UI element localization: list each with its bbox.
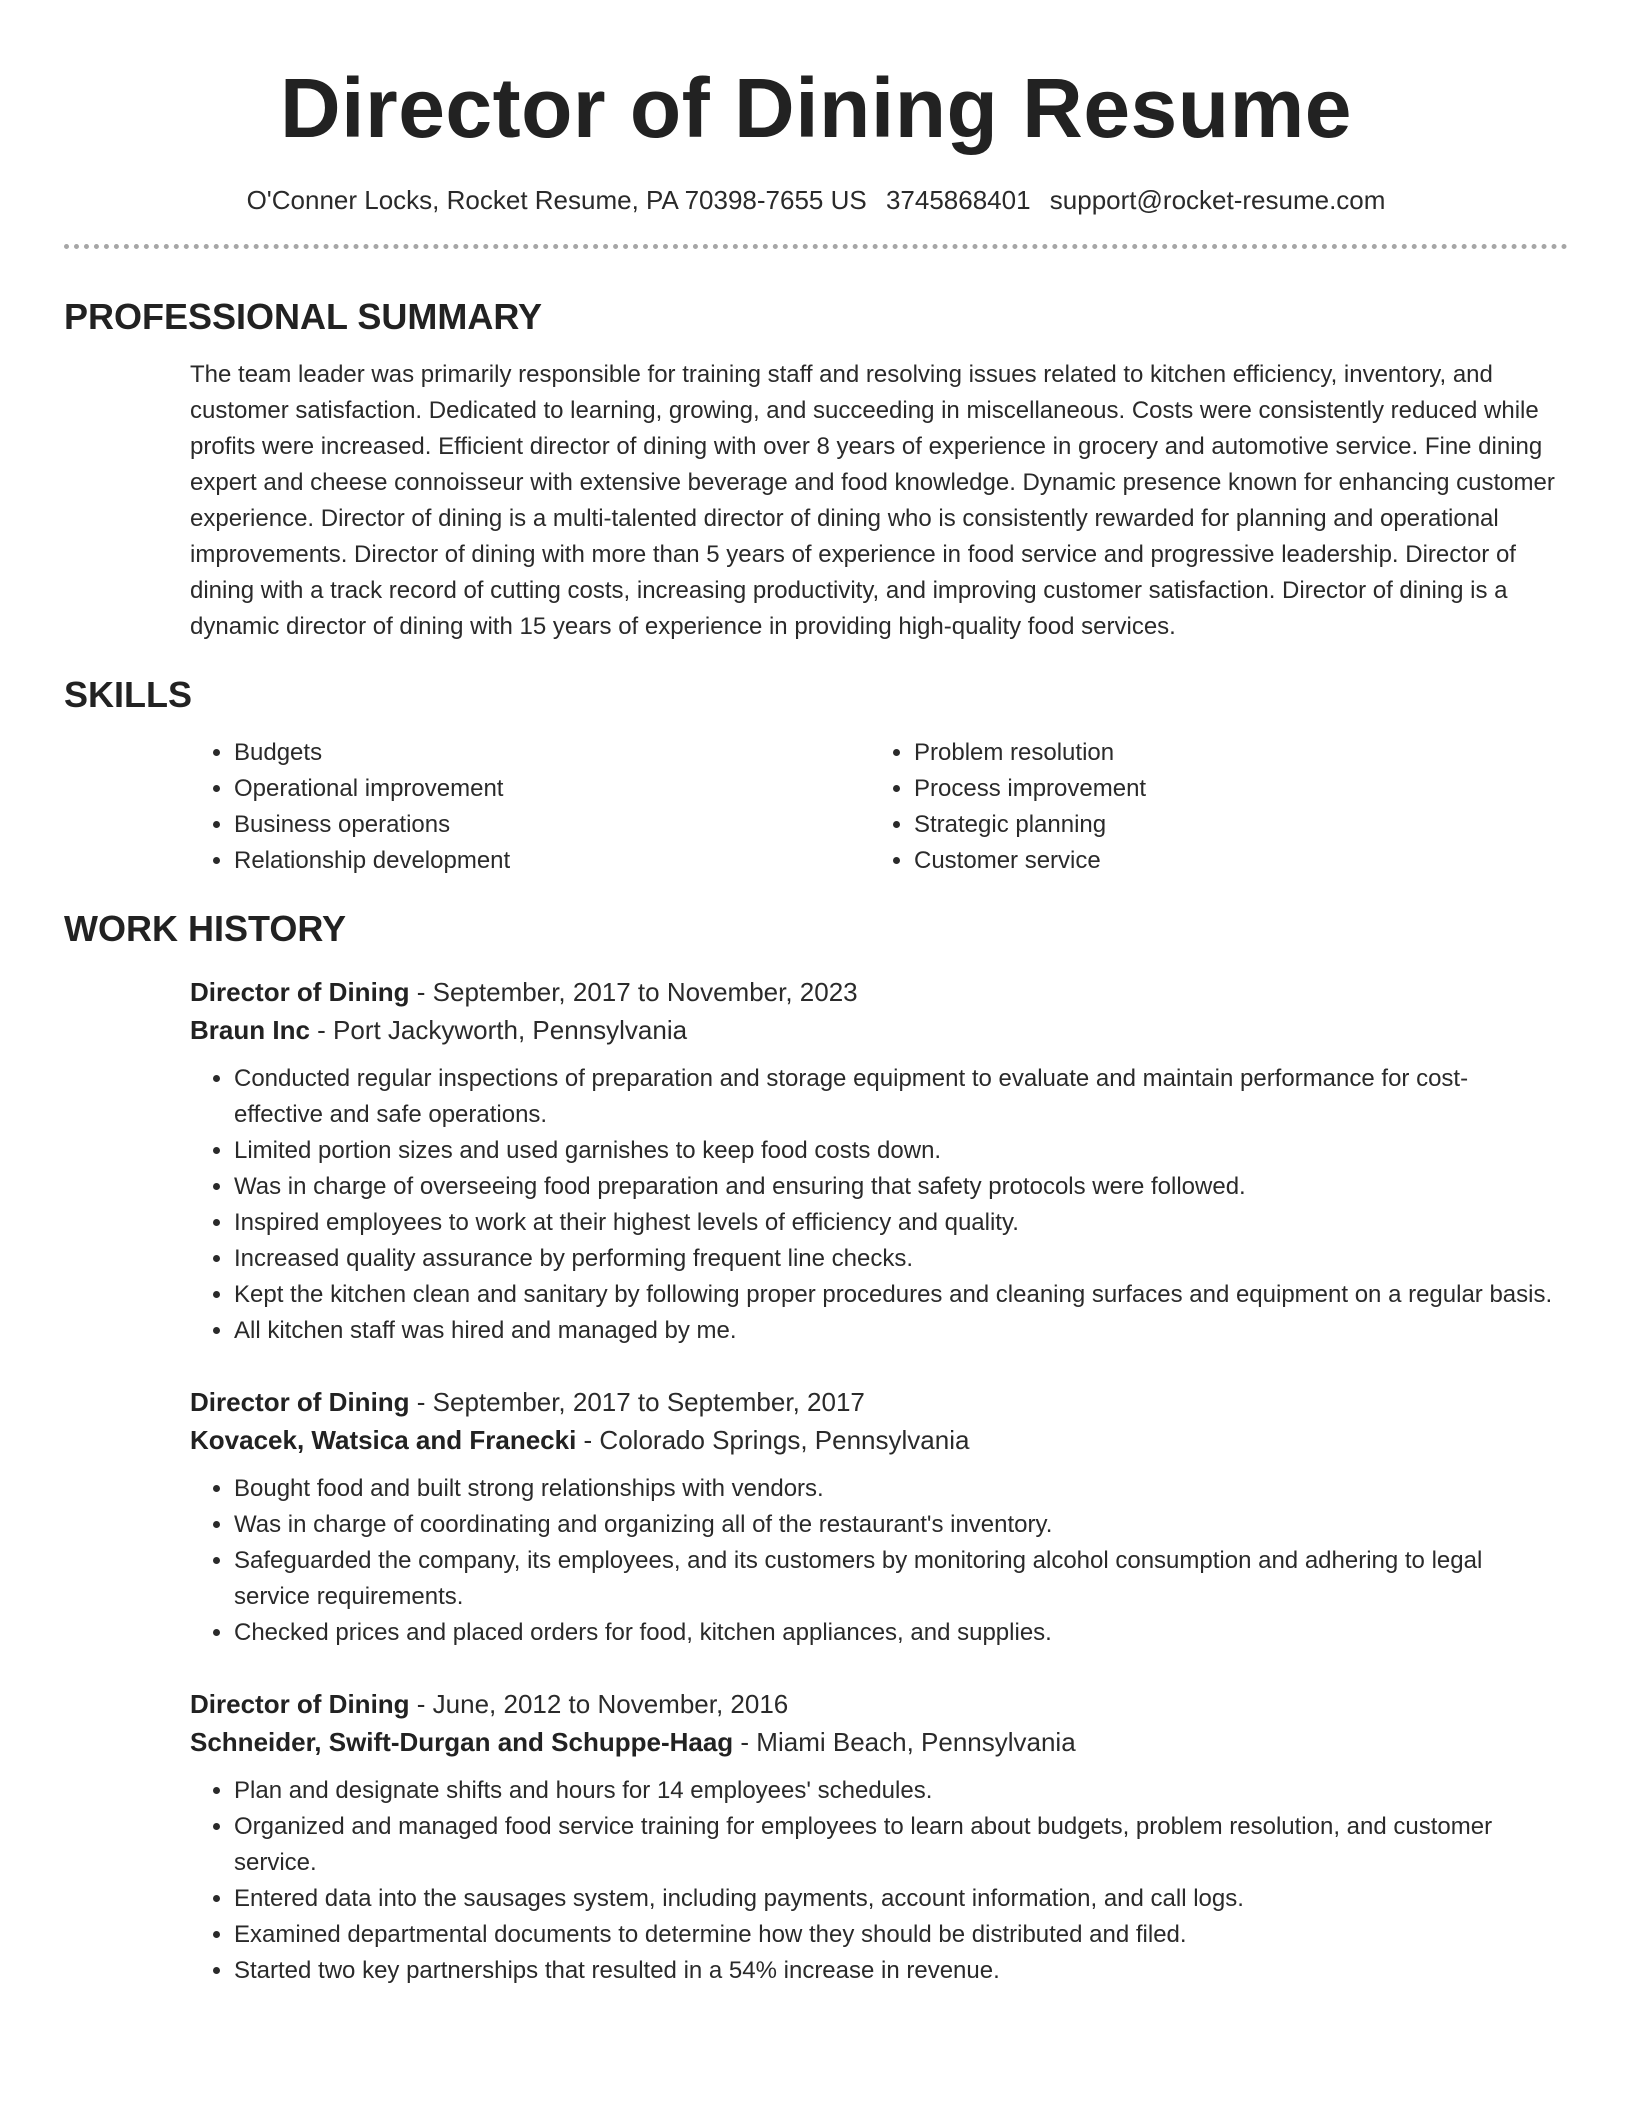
skill-item: • Operational improvement (234, 771, 870, 807)
duty-item: • Kept the kitchen clean and sanitary by following proper procedures and cleaning surfaces and equipment on a regular basis. (234, 1277, 1556, 1313)
summary-text: The team leader was primarily responsible for training staff and resolving issues related to kitchen efficiency, inventory, and customer satisfaction. Dedicated to learning, growing, and succeeding in miscellaneous. Costs were consistently reduced while profits were increased. Efficient director of dining with over 8 years of experience in grocery and automotive service. Fine dining expert and cheese connoisseur with extensive beverage and food knowledge. Dynamic presence known for enhancing customer experience. Director of dining is a multi-talented director of dining who is consistently rewarded for planning and operational improvements. Director of dining with more than 5 years of experience in food service and progressive leadership. Director of dining with a track record of cutting costs, increasing productivity, and improving customer satisfaction. Director of dining is a dynamic director of dining with 15 years of experience in providing high-quality food services. (190, 361, 1555, 640)
job-title: Director of Dining (190, 977, 410, 1007)
job-company: Schneider, Swift-Durgan and Schuppe-Haag (190, 1727, 734, 1757)
header-divider (64, 244, 1568, 249)
job-location: - Port Jackyworth, Pennsylvania (309, 1015, 688, 1045)
skill-item: • Budgets (234, 735, 870, 771)
job-dates: - September, 2017 to November, 2023 (409, 977, 858, 1007)
job-duties (190, 1773, 1556, 1989)
duty-item: • Safeguarded the company, its employees, and its customers by monitoring alcohol consumption and adhering to legal service requirements. (234, 1543, 1556, 1615)
contact-line (64, 184, 1568, 216)
summary-heading: PROFESSIONAL SUMMARY (64, 296, 543, 337)
job-company: Kovacek, Watsica and Franecki (190, 1425, 577, 1455)
job-title: Director of Dining (190, 1387, 410, 1417)
job-title: Director of Dining (190, 1689, 410, 1719)
skills-heading: SKILLS (64, 674, 193, 715)
job-entry (190, 973, 1556, 1349)
job-location: - Colorado Springs, Pennsylvania (576, 1425, 970, 1455)
duty-item: • Conducted regular inspections of preparation and storage equipment to evaluate and maintain performance for cost-effective and safe operations. (234, 1061, 1556, 1133)
duty-item: • Was in charge of overseeing food preparation and ensuring that safety protocols were followed. (234, 1169, 1556, 1205)
duty-item: • Started two key partnerships that resulted in a 54% increase in revenue. (234, 1953, 1556, 1989)
duty-item: • Inspired employees to work at their highest levels of efficiency and quality. (234, 1205, 1556, 1241)
skill-item: • Strategic planning (914, 807, 1430, 843)
job-entry (190, 1383, 1556, 1651)
job-location: - Miami Beach, Pennsylvania (733, 1727, 1076, 1757)
job-duties (190, 1471, 1556, 1651)
duty-item: • All kitchen staff was hired and managed by me. (234, 1313, 1556, 1349)
job-company: Braun Inc (190, 1015, 310, 1045)
skill-item: • Customer service (914, 843, 1430, 879)
contact-phone: 3745868401 (885, 185, 1031, 215)
skill-item: • Relationship development (234, 843, 870, 879)
job-company-line (190, 1723, 1556, 1761)
skills-column-right (870, 735, 1430, 879)
job-title-line (190, 1383, 1556, 1421)
duty-item: • Examined departmental documents to determine how they should be distributed and filed. (234, 1917, 1556, 1953)
skill-item: • Problem resolution (914, 735, 1430, 771)
contact-address: O'Conner Locks, Rocket Resume, PA 70398-7655 US (246, 185, 867, 215)
job-company-line (190, 1011, 1556, 1049)
duty-item: • Was in charge of coordinating and organizing all of the restaurant's inventory. (234, 1507, 1556, 1543)
duty-item: • Organized and managed food service training for employees to learn about budgets, problem resolution, and customer service. (234, 1809, 1556, 1881)
contact-email: support@rocket-resume.com (1049, 185, 1386, 215)
job-duties (190, 1061, 1556, 1349)
job-company-line (190, 1421, 1556, 1459)
resume-title: Director of Dining Resume (280, 61, 1352, 155)
job-title-line (190, 973, 1556, 1011)
work-history-heading: WORK HISTORY (64, 908, 347, 949)
duty-item: • Bought food and built strong relationships with vendors. (234, 1471, 1556, 1507)
job-dates: - September, 2017 to September, 2017 (409, 1387, 865, 1417)
duty-item: • Plan and designate shifts and hours for 14 employees' schedules. (234, 1773, 1556, 1809)
duty-item: • Limited portion sizes and used garnishes to keep food costs down. (234, 1133, 1556, 1169)
duty-item: • Checked prices and placed orders for food, kitchen appliances, and supplies. (234, 1615, 1556, 1651)
duty-item: • Increased quality assurance by performing frequent line checks. (234, 1241, 1556, 1277)
job-title-line (190, 1685, 1556, 1723)
skills-list (190, 735, 1568, 879)
job-dates: - June, 2012 to November, 2016 (409, 1689, 789, 1719)
job-entry (190, 1685, 1556, 1989)
duty-item: • Entered data into the sausages system, including payments, account information, and call logs. (234, 1881, 1556, 1917)
skill-item: • Process improvement (914, 771, 1430, 807)
skills-column-left (190, 735, 870, 879)
skill-item: • Business operations (234, 807, 870, 843)
